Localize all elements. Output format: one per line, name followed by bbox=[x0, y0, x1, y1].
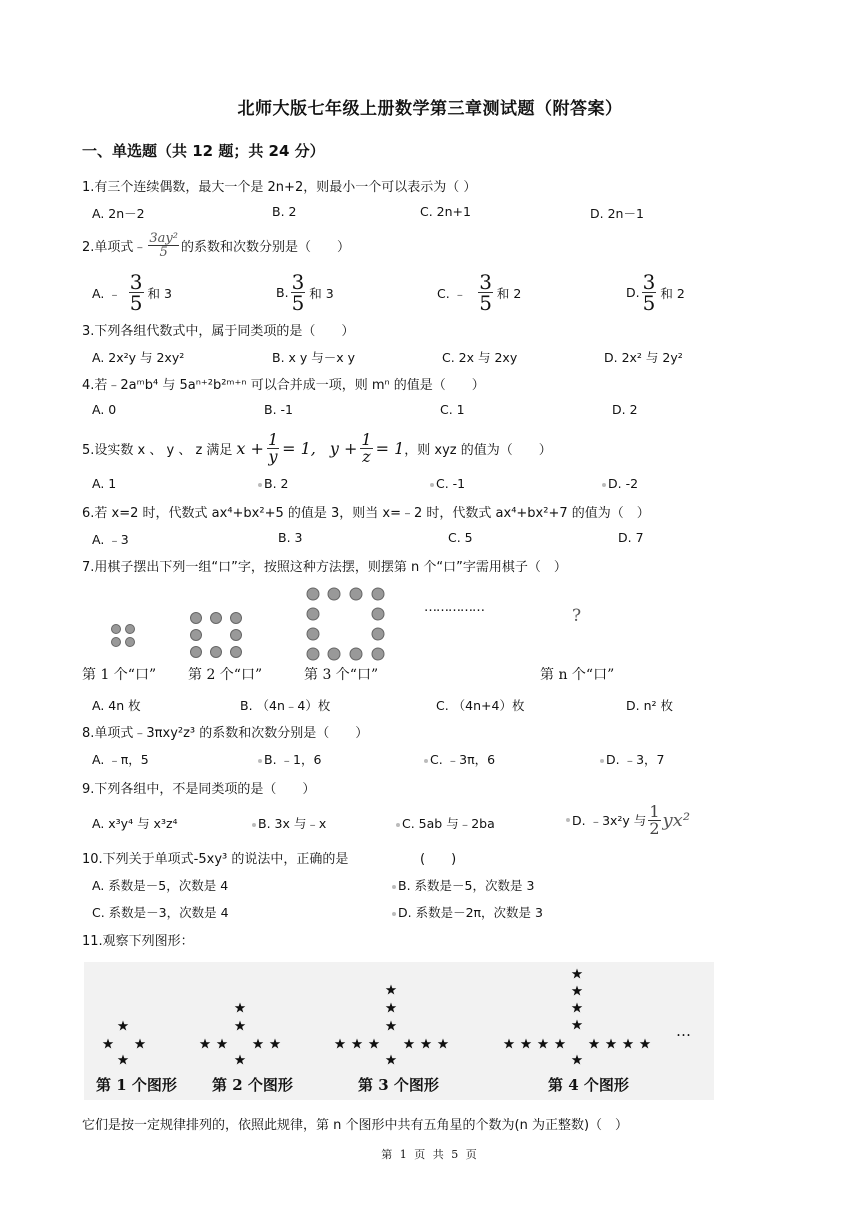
q7-option-a: A. 4n 枚 bbox=[92, 698, 141, 713]
section-heading: 一、单选题（共 12 题；共 24 分） bbox=[82, 142, 325, 160]
frac-num: 3 bbox=[291, 270, 305, 294]
question-9-stem: 9.下列各组中，不是同类项的是（ ） bbox=[82, 782, 316, 797]
q2-a-prefix: A. ﹣ bbox=[92, 285, 121, 301]
q5-eq1-pre: x + bbox=[236, 439, 264, 458]
q10-option-d bbox=[392, 903, 543, 921]
q2-d-fraction bbox=[642, 272, 657, 313]
question-4-stem: 4.若﹣2aᵐb⁴ 与 5aⁿ⁺²b²ᵐ⁺ⁿ 可以合并成一项，则 mⁿ 的值是（ ） bbox=[82, 378, 485, 393]
q10-b-text: B. 系数是－5，次数是 3 bbox=[398, 878, 535, 893]
q5-stem-post: ，则 xyz 的值为（ ） bbox=[404, 443, 552, 458]
question-6-stem: 6.若 x=2 时，代数式 ax⁴+bx²+5 的值是 3，则当 x=﹣2 时，代数式 ax⁴+bx²+7 的值为（ ） bbox=[82, 506, 650, 521]
frac-num: 1 bbox=[361, 430, 372, 449]
question-7-stem: 7.用棋子摆出下列一组“口”字，按照这种方法摆，则摆第 n 个“口”字需用棋子（ ） bbox=[82, 560, 567, 575]
q9-option-b bbox=[252, 814, 326, 832]
q2-option-b bbox=[276, 272, 334, 313]
q7-caption-2: 第 2 个“口” bbox=[188, 667, 263, 683]
q8-c-text: C. ﹣3π，6 bbox=[430, 752, 496, 767]
q9-option-d bbox=[566, 802, 690, 838]
question-11-tail: 它们是按一定规律排列的，依照此规律，第 n 个图形中共有五角星的个数为(n 为正整数)（ ） bbox=[82, 1118, 629, 1133]
pattern-2-dots bbox=[191, 613, 242, 658]
q3-option-c: C. 2x 与 2xy bbox=[442, 350, 518, 365]
q9-b-text: B. 3x 与﹣x bbox=[258, 816, 327, 831]
q8-option-d bbox=[600, 750, 664, 768]
q2-stem-fraction bbox=[148, 232, 179, 259]
frac-num: 1 bbox=[267, 430, 279, 449]
q5-eq2-pre: y + bbox=[329, 439, 358, 458]
bullet-dot-icon bbox=[258, 759, 262, 763]
frac-den: z bbox=[362, 447, 371, 466]
bullet-dot-icon bbox=[396, 823, 400, 827]
q7-question-mark: ? bbox=[572, 606, 582, 626]
q2-a-fraction bbox=[129, 272, 144, 313]
q1-option-d: D. 2n－1 bbox=[590, 206, 644, 221]
q3-option-d: D. 2x² 与 2y² bbox=[604, 350, 683, 365]
q8-d-text: D. ﹣3，7 bbox=[606, 752, 665, 767]
q8-b-text: B. ﹣1，6 bbox=[264, 752, 322, 767]
q11-star-figure bbox=[84, 962, 714, 1100]
q5-option-b bbox=[258, 476, 288, 491]
frac-den: 5 bbox=[291, 291, 305, 315]
q7-option-b: B. （4n﹣4）枚 bbox=[240, 698, 331, 713]
q11-caption-2: 第 2 个图形 bbox=[212, 1076, 293, 1094]
star-group-2 bbox=[200, 1003, 281, 1065]
q3-option-a: A. 2x²y 与 2xy² bbox=[92, 350, 185, 365]
question-10-stem: 10.下列关于单项式-5xy³ 的说法中，正确的是 bbox=[82, 852, 349, 867]
frac-num: 3 bbox=[479, 270, 492, 294]
star-group-4 bbox=[504, 969, 651, 1065]
q8-option-a: A. ﹣π，5 bbox=[92, 752, 149, 767]
bullet-dot-icon bbox=[602, 483, 606, 487]
q7-option-d: D. n² 枚 bbox=[626, 698, 673, 713]
frac-num: 3 bbox=[129, 270, 143, 294]
q1-option-a: A. 2n－2 bbox=[92, 206, 145, 221]
q7-option-c: C. （4n+4）枚 bbox=[436, 698, 525, 713]
q2-b-suffix: 和 3 bbox=[309, 285, 334, 301]
q1-option-b: B. 2 bbox=[272, 204, 297, 219]
q2-option-d bbox=[626, 272, 685, 313]
question-1-stem: 1.有三个连续偶数，最大一个是 2n+2，则最小一个可以表示为（ ） bbox=[82, 180, 477, 195]
q5-d-text: D. -2 bbox=[608, 476, 639, 491]
q5-eq1-post: = 1, bbox=[282, 439, 316, 458]
q7-caption-n: 第 n 个“口” bbox=[540, 667, 615, 683]
q1-option-c: C. 2n+1 bbox=[420, 204, 471, 219]
q2-stem-post: 的系数和次数分别是（ ） bbox=[180, 240, 350, 255]
q7-chess-pattern-figure bbox=[80, 582, 700, 662]
q2-b-fraction bbox=[291, 272, 306, 313]
q6-option-d: D. 7 bbox=[618, 530, 644, 545]
q9-option-a: A. x³y⁴ 与 x³z⁴ bbox=[92, 816, 178, 831]
q6-option-c: C. 5 bbox=[448, 530, 473, 545]
q4-option-d: D. 2 bbox=[612, 402, 638, 417]
q2-frac-den: 5 bbox=[159, 245, 168, 260]
question-5-stem bbox=[82, 432, 552, 465]
frac-den: 5 bbox=[642, 291, 656, 315]
question-2-stem bbox=[82, 232, 350, 259]
frac-den: 5 bbox=[129, 291, 143, 315]
q10-option-c: C. 系数是－3，次数是 4 bbox=[92, 905, 229, 920]
q2-option-c bbox=[437, 272, 521, 313]
page-footer: 第 1 页 共 5 页 bbox=[381, 1148, 479, 1161]
pattern-3-dots bbox=[307, 588, 384, 660]
bullet-dot-icon bbox=[258, 483, 262, 487]
q2-option-a bbox=[92, 272, 172, 313]
frac-den: 2 bbox=[649, 818, 660, 838]
bullet-dot-icon bbox=[566, 818, 570, 822]
bullet-dot-icon bbox=[392, 885, 396, 889]
q10-option-b bbox=[392, 876, 534, 894]
q6-option-a: A. ﹣3 bbox=[92, 532, 129, 547]
q2-c-prefix: C. ﹣ bbox=[437, 285, 467, 301]
question-8-stem: 8.单项式﹣3πxy²z³ 的系数和次数分别是（ ） bbox=[82, 726, 369, 741]
q5-stem-pre: 5.设实数 x 、 y 、 z 满足 bbox=[82, 443, 233, 458]
q7-ellipsis: …………… bbox=[424, 600, 484, 615]
q8-option-c bbox=[424, 750, 495, 768]
q5-option-c bbox=[430, 476, 465, 491]
q7-caption-1: 第 1 个“口” bbox=[82, 667, 157, 683]
q7-caption-3: 第 3 个“口” bbox=[304, 667, 379, 683]
q2-c-suffix: 和 2 bbox=[496, 285, 522, 301]
q11-caption-1: 第 1 个图形 bbox=[96, 1076, 177, 1094]
q9-d-prefix: D. ﹣3x²y 与 bbox=[572, 813, 647, 828]
page-title: 北师大版七年级上册数学第三章测试题（附答案） bbox=[237, 99, 623, 119]
frac-num: 1 bbox=[649, 801, 660, 821]
q5-eq2-post: = 1 bbox=[375, 439, 405, 458]
q6-option-b: B. 3 bbox=[278, 530, 303, 545]
q11-caption-4: 第 4 个图形 bbox=[548, 1076, 629, 1094]
question-11-stem: 11.观察下列图形： bbox=[82, 934, 194, 949]
q5-option-a: A. 1 bbox=[92, 476, 117, 491]
star-group-3 bbox=[335, 985, 449, 1065]
question-3-stem: 3.下列各组代数式中，属于同类项的是（ ） bbox=[82, 324, 355, 339]
q5-eq2-fraction bbox=[360, 432, 372, 465]
q4-option-c: C. 1 bbox=[440, 402, 465, 417]
q9-d-fraction bbox=[648, 801, 660, 838]
q11-caption-3: 第 3 个图形 bbox=[358, 1076, 439, 1094]
q2-c-fraction bbox=[478, 272, 493, 313]
bullet-dot-icon bbox=[430, 483, 434, 487]
frac-den: 5 bbox=[479, 291, 492, 315]
bullet-dot-icon bbox=[424, 759, 428, 763]
q11-ellipsis: … bbox=[676, 1022, 691, 1040]
bullet-dot-icon bbox=[392, 912, 396, 916]
bullet-dot-icon bbox=[600, 759, 604, 763]
q5-eq1-fraction bbox=[267, 432, 279, 465]
q8-option-b bbox=[258, 750, 321, 768]
q2-d-suffix: 和 2 bbox=[660, 285, 685, 301]
q5-option-d bbox=[602, 476, 638, 491]
q5-c-text: C. -1 bbox=[436, 476, 466, 491]
q2-d-prefix: D. bbox=[626, 285, 640, 300]
q9-option-c bbox=[396, 814, 495, 832]
q4-option-a: A. 0 bbox=[92, 402, 117, 417]
frac-den: y bbox=[268, 447, 278, 466]
question-10-paren: ( ) bbox=[420, 852, 457, 867]
q9-c-text: C. 5ab 与﹣2ba bbox=[402, 816, 495, 831]
q4-option-b: B. -1 bbox=[264, 402, 293, 417]
q2-frac-num: 3ay² bbox=[149, 231, 178, 246]
q2-b-prefix: B. bbox=[276, 285, 289, 300]
q9-d-suffix: yx² bbox=[662, 809, 691, 831]
bullet-dot-icon bbox=[252, 823, 256, 827]
q2-a-suffix: 和 3 bbox=[147, 285, 172, 301]
pattern-1-dots bbox=[112, 625, 135, 647]
frac-num: 3 bbox=[642, 270, 656, 294]
q2-stem-pre: 2.单项式﹣ bbox=[82, 240, 147, 255]
q5-b-text: B. 2 bbox=[264, 476, 289, 491]
q10-option-a: A. 系数是－5，次数是 4 bbox=[92, 878, 229, 893]
star-group-1 bbox=[103, 1021, 146, 1065]
q3-option-b: B. x y 与－x y bbox=[272, 350, 356, 365]
q10-d-text: D. 系数是－2π，次数是 3 bbox=[398, 905, 543, 920]
